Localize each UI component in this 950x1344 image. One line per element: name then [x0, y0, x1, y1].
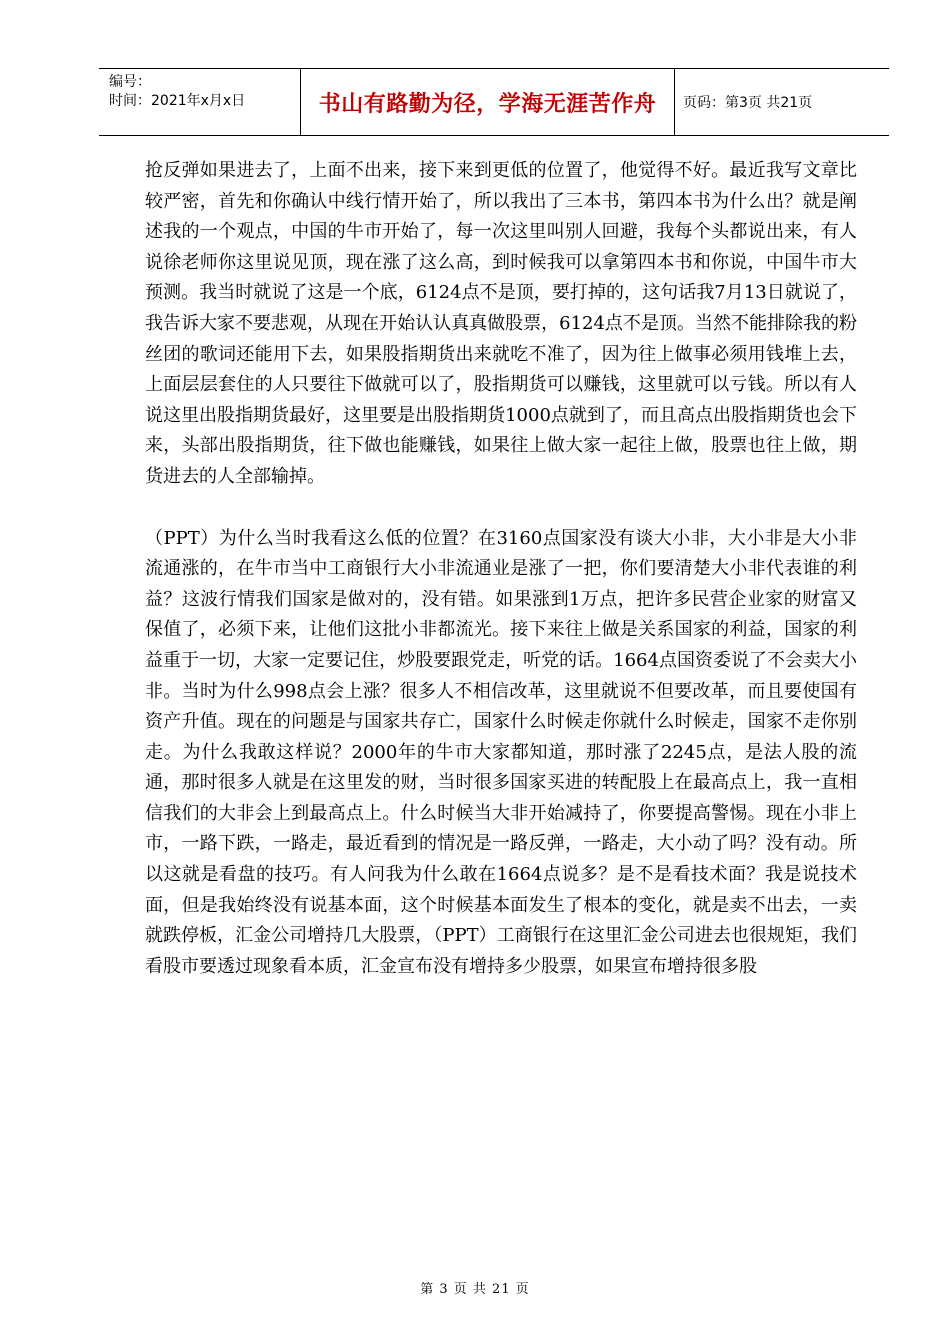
- header-meta-cell: [99, 69, 301, 135]
- page-header: [99, 68, 889, 136]
- body-paragraph-1: 抢反弹如果进去了，上面不出来，接下来到更低的位置了，他觉得不好。最近我写文章比较严密，首先和你确认中线行情开始了，所以我出了三本书，第四本书为什么出？就是阐述我的一个观点，中国的牛市开始了，每一次这里叫别人回避，我每个头都说出来，有人说徐老师你这里说见顶，现在涨了这么高，到时候我可以拿第四本书和你说，中国牛市大预测。我当时就说了这是一个底，6124点不是顶，要打掉的，这句话我7月13日就说了，我告诉大家不要悲观，从现在开始认认真真做股票，6124点不是顶。当然不能排除我的粉丝团的歌词还能用下去，如果股指期货出来就吃不准了，因为往上做事必须用钱堆上去，上面层层套住的人只要往下做就可以了，股指期货可以赚钱，这里就可以亏钱。所以有人说这里出股指期货最好，这里要是出股指期货1000点就到了，而且高点出股指期货也会下来，头部出股指期货，往下做也能赚钱，如果往上做大家一起往上做，股票也往上做，期货进去的人全部输掉。: [145, 160, 857, 487]
- document-time-label: 时间：2021年x月x日: [109, 93, 246, 109]
- header-motto: 书山有路勤为径，学海无涯苦作舟: [301, 69, 675, 135]
- document-body: [145, 156, 857, 982]
- page-footer: 第 3 页 共 21 页: [420, 1282, 530, 1297]
- body-paragraph-2: （PPT）为什么当时我看这么低的位置？在3160点国家没有谈大小非，大小非是大小非流通涨的，在牛市当中工商银行大小非流通业是涨了一把，你们要清楚大小非代表谁的利益？这波行情我们国家是做对的，没有错。如果涨到1万点，把许多民营企业家的财富又保值了，必须下来，让他们这批小非都流光。接下来往上做是关系国家的利益，国家的利益重于一切，大家一定要记住，炒股要跟党走，听党的话。1664点国资委说了不会卖大小非。当时为什么998点会上涨？很多人不相信改革，这里就说不但要改革，而且要使国有资产升值。现在的问题是与国家共存亡，国家什么时候走你就什么时候走，国家不走你别走。为什么我敢这样说？2000年的牛市大家都知道，那时涨了2245点，是法人股的流通，那时很多人就是在这里发的财，当时很多国家买进的转配股上在最高点上，我一直相信我们的大非会上到最高点上。什么时候当大非开始减持了，你要提高警惕。现在小非上市，一路下跌，一路走，最近看到的情况是一路反弹，一路走，大小动了吗？没有动。所以这就是看盘的技巧。有人问我为什么敢在1664点说多？是不是看技术面？我是说技术面，但是我始终没有说基本面，这个时候基本面发生了根本的变化，就是卖不出去，一卖就跌停板，汇金公司增持几大股票，（PPT）工商银行在这里汇金公司进去也很规矩，我们看股市要透过现象看本质，汇金宣布没有增持多少股票，如果宣布增持很多股: [145, 527, 857, 977]
- document-number-label: 编号：: [109, 74, 151, 90]
- header-page-info: 页码：第3页 共21页: [683, 95, 813, 111]
